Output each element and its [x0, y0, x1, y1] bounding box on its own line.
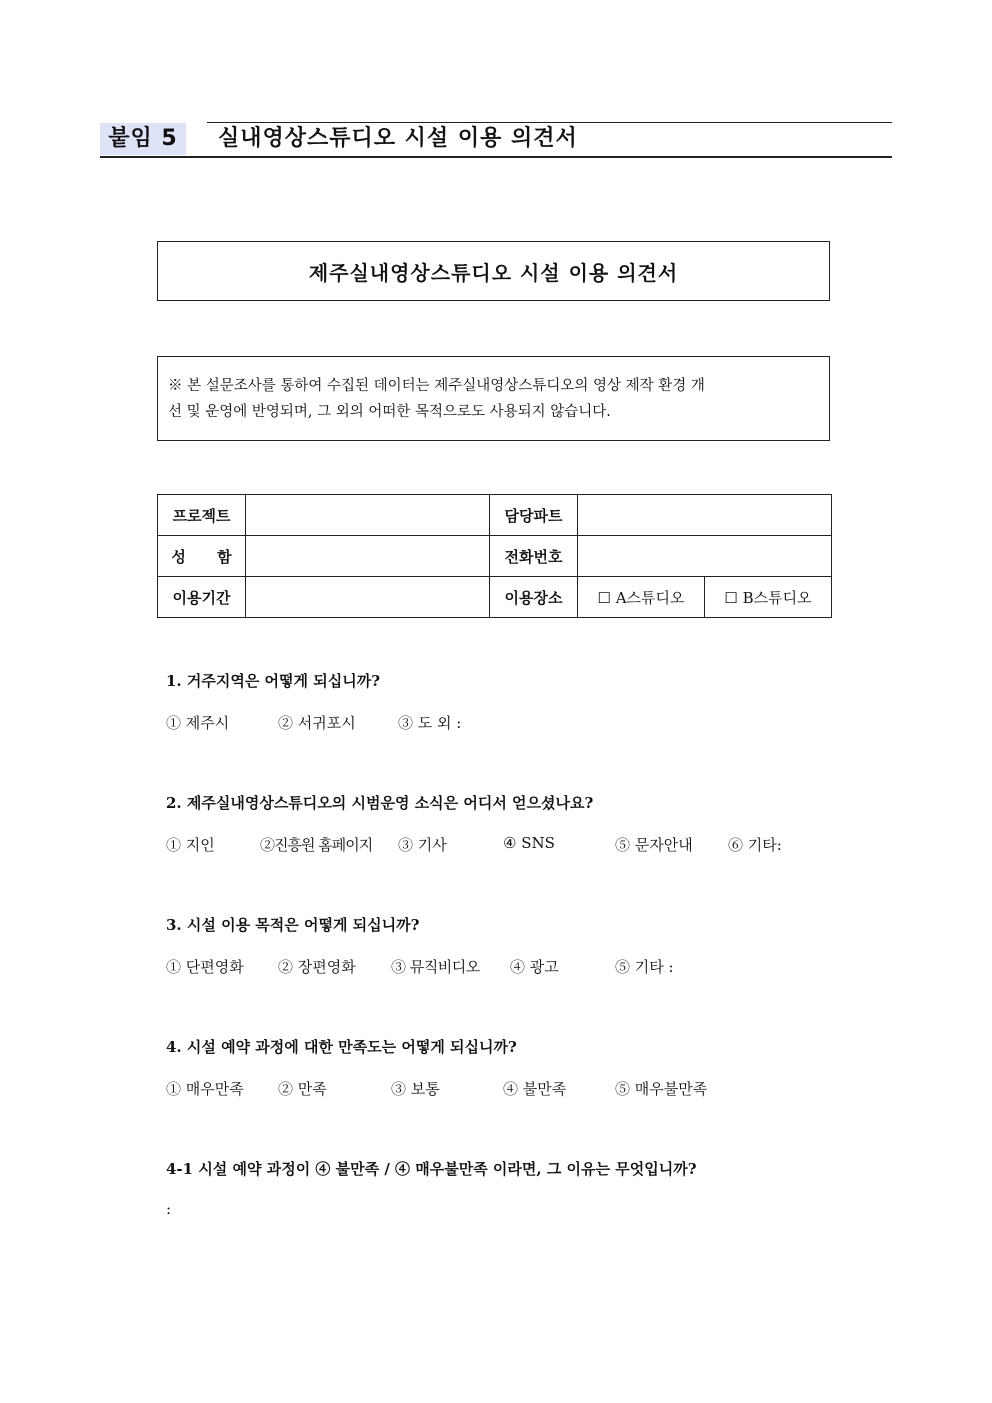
q2-option-4[interactable]: ④ SNS: [503, 834, 555, 852]
question-1: 1. 거주지역은 어떻게 되십니까?: [166, 672, 380, 690]
notice-box: [157, 356, 830, 441]
q1-option-2[interactable]: ② 서귀포시: [278, 714, 356, 732]
question-2: 2. 제주실내영상스튜디오의 시범운영 소식은 어디서 얻으셨나요?: [166, 794, 594, 812]
notice-line-2: 선 및 운영에 반영되며, 그 외의 어떠한 목적으로도 사용되지 않습니다.: [168, 404, 611, 420]
question-3: 3. 시설 이용 목적은 어떻게 되십니까?: [166, 916, 420, 934]
header-bottom-rule: [100, 156, 892, 158]
q2-option-3[interactable]: ③ 기사: [398, 836, 447, 854]
q4-option-2[interactable]: ② 만족: [278, 1080, 327, 1098]
studio-a-checkbox[interactable]: ☐ A스튜디오: [578, 577, 705, 618]
q3-option-3[interactable]: ③ 뮤직비디오: [391, 958, 480, 976]
project-label: 프로젝트: [158, 495, 246, 536]
question-4-1: 4-1 시설 예약 과정이 ④ 불만족 / ④ 매우불만족 이라면, 그 이유는 무엇입니까?: [166, 1160, 697, 1178]
q3-option-1[interactable]: ① 단편영화: [166, 958, 244, 976]
project-field[interactable]: [246, 495, 490, 536]
phone-label: 전화번호: [490, 536, 578, 577]
q4-option-5[interactable]: ⑤ 매우불만족: [615, 1080, 708, 1098]
period-field[interactable]: [246, 577, 490, 618]
part-field[interactable]: [578, 495, 832, 536]
q3-option-2[interactable]: ② 장편영화: [278, 958, 356, 976]
table-row: [158, 536, 832, 577]
name-field[interactable]: [246, 536, 490, 577]
attachment-label: 붙임 5: [100, 123, 186, 155]
part-label: 담당파트: [490, 495, 578, 536]
document-title: 실내영상스튜디오 시설 이용 의견서: [218, 126, 578, 151]
q3-option-5[interactable]: ⑤ 기타 :: [615, 958, 674, 976]
q4-option-1[interactable]: ① 매우만족: [166, 1080, 244, 1098]
period-label: 이용기간: [158, 577, 246, 618]
q2-option-5[interactable]: ⑤ 문자안내: [615, 836, 693, 854]
table-row: [158, 577, 832, 618]
applicant-info-table: [157, 494, 832, 618]
place-label: 이용장소: [490, 577, 578, 618]
question-4-1-answer[interactable]: :: [166, 1200, 172, 1218]
studio-b-checkbox[interactable]: ☐ B스튜디오: [705, 577, 832, 618]
q2-option-1[interactable]: ① 지인: [166, 836, 215, 854]
q4-option-4[interactable]: ④ 불만족: [503, 1080, 567, 1098]
q1-option-3[interactable]: ③ 도 외 :: [398, 714, 462, 732]
form-title: 제주실내영상스튜디오 시설 이용 의견서: [157, 241, 830, 301]
phone-field[interactable]: [578, 536, 832, 577]
notice-line-1: ※ 본 설문조사를 통하여 수집된 데이터는 제주실내영상스튜디오의 영상 제작 환경 개: [168, 378, 705, 394]
q1-option-1[interactable]: ① 제주시: [166, 714, 230, 732]
name-label: 성 함: [158, 536, 246, 577]
table-row: [158, 495, 832, 536]
q2-option-2[interactable]: ②진흥원 홈페이지: [260, 836, 373, 854]
q2-option-6[interactable]: ⑥ 기타:: [728, 836, 782, 854]
q3-option-4[interactable]: ④ 광고: [510, 958, 559, 976]
q4-option-3[interactable]: ③ 보통: [391, 1080, 440, 1098]
question-4: 4. 시설 예약 과정에 대한 만족도는 어떻게 되십니까?: [166, 1038, 517, 1056]
